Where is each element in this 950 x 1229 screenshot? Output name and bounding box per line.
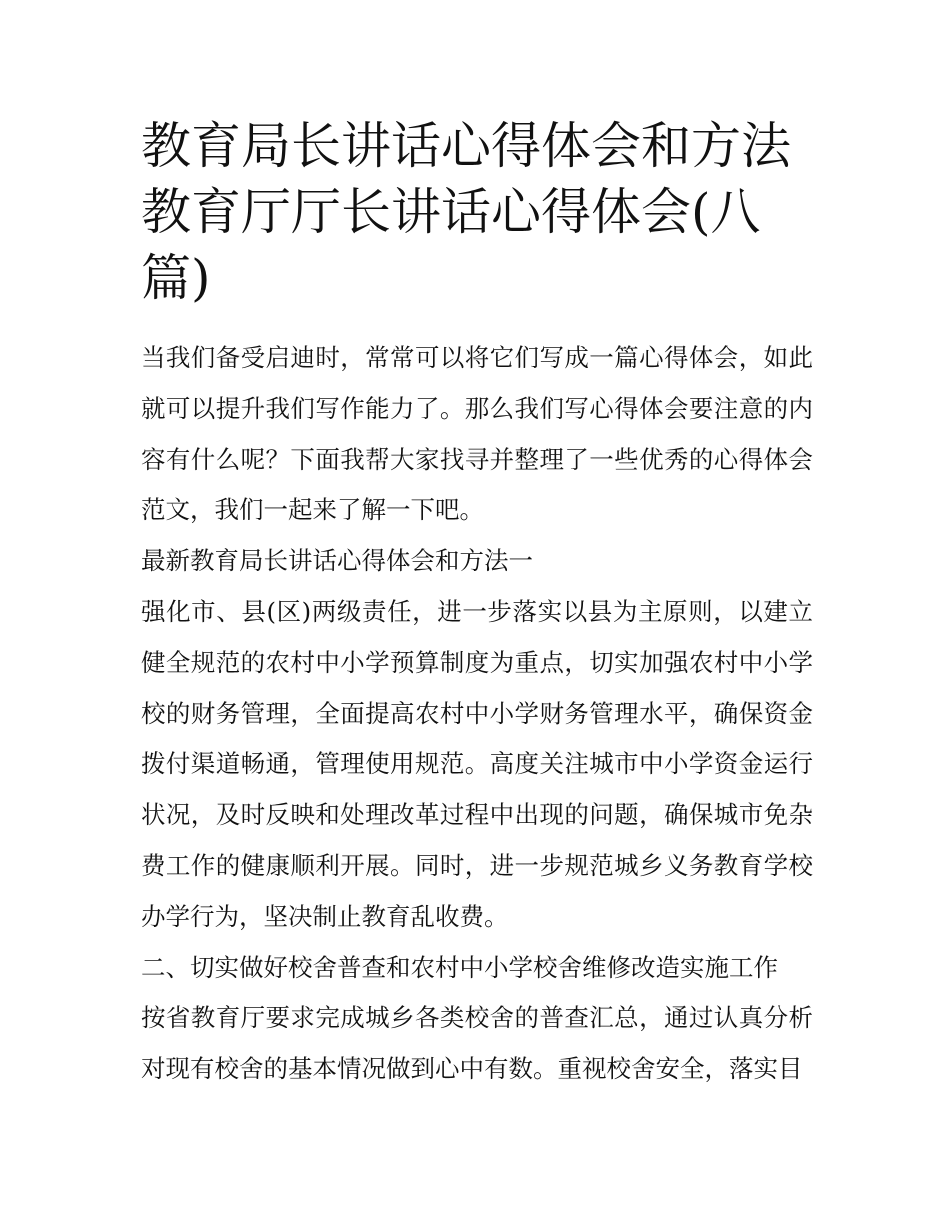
section-2-paragraph: 按省教育厅要求完成城乡各类校舍的普查汇总，通过认真分析对现有校舍的基本情况做到心中有数。重视校舍安全，落实目 xyxy=(141,1003,813,1084)
section-2-heading: 二、切实做好校舍普查和农村中小学校舍维修改造实施工作 xyxy=(141,952,778,982)
document-title: 教育局长讲话心得体会和方法教育厅厅长讲话心得体会(八篇) xyxy=(141,117,791,307)
section-1-paragraph: 强化市、县(区)两级责任，进一步落实以县为主原则，以建立健全规范的农村中小学预算制度为重点，切实加强农村中小学校的财务管理，全面提高农村中小学财务管理水平，确保资金拨付渠道畅通，管理使用规范。高度关注城市中小学资金运行状况，及时反映和处理改革过程中出现的问题，确保城市免杂费工作的健康顺利开展。同时，进一步规范城乡义务教育学校办学行为，坚决制止教育乱收费。 xyxy=(141,596,813,931)
intro-paragraph: 当我们备受启迪时，常常可以将它们写成一篇心得体会，如此就可以提升我们写作能力了。那么我们写心得体会要注意的内容有什么呢？下面我帮大家找寻并整理了一些优秀的心得体会范文，我们一起来了解一下吧。 xyxy=(141,343,813,525)
document-body xyxy=(141,333,813,1095)
section-1-heading: 最新教育局长讲话心得体会和方法一 xyxy=(141,546,533,576)
document-page xyxy=(141,113,813,1095)
